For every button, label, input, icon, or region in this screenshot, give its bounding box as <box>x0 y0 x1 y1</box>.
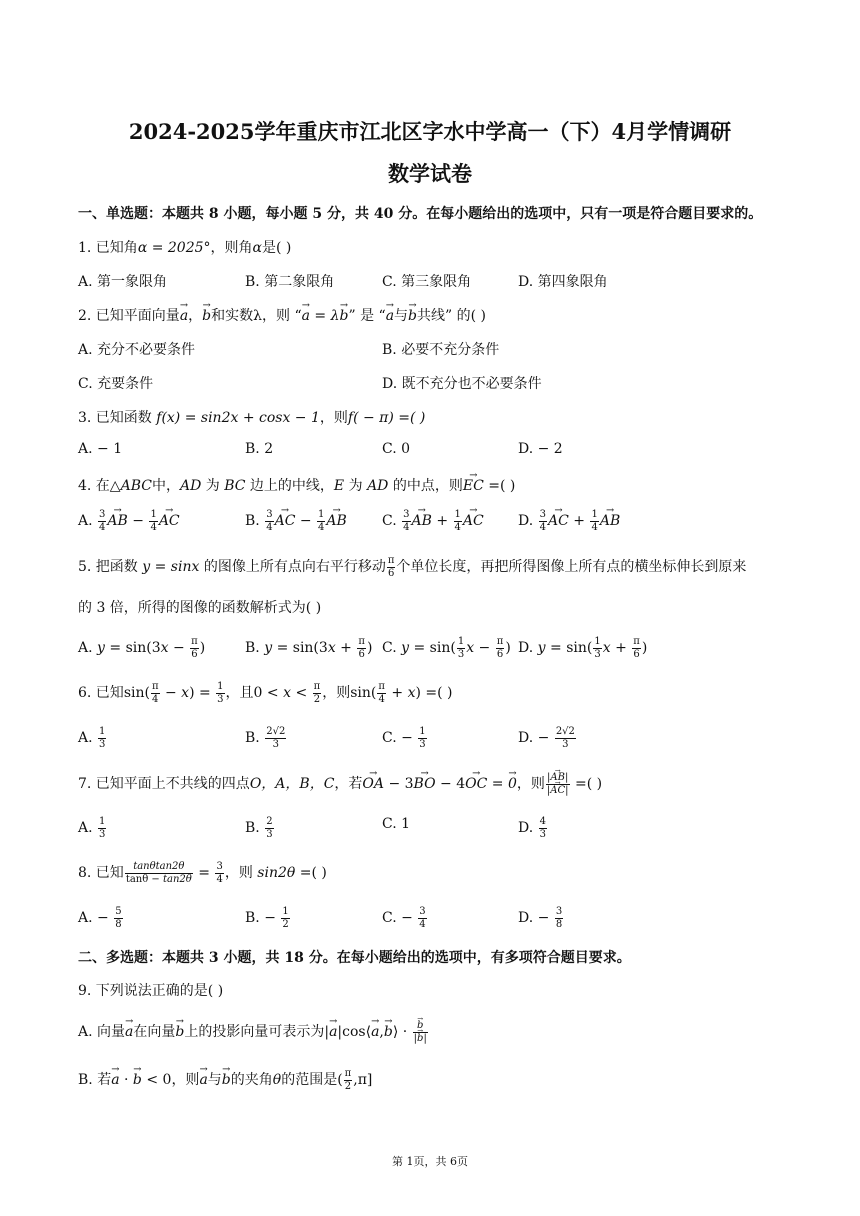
q2-option-c: C. 充要条件 <box>78 376 154 392</box>
q4-option-d: D. $\frac{3}{4}$ AC → + $\frac{1}{4}$ AB → <box>518 509 620 533</box>
q2-option-d: D. 既不充分也不必要条件 <box>382 376 542 392</box>
q7-option-b: B. $\frac{2}{3}$ <box>245 816 273 840</box>
question-7: 7. 已知平面上不共线的四点O，A，B，C，若OA → − 3BO → − 4OC → = 0 →，则 $\frac{|AB \to|}{|AC \to|}$ =( ) <box>78 772 602 796</box>
q3-option-c: C. 0 <box>382 441 411 457</box>
q5-option-a: A. y = sin(3x − $\frac{\pi}{6}$ ) <box>78 636 206 660</box>
q3-option-b: B. 2 <box>245 441 274 457</box>
question-5: 5. 把函数 y = sinx 的图像上所有点向右平行移动 $\frac{\pi}{6}$ 个单位长度，再把所得图像上所有点的横坐标伸长到原来 <box>78 555 747 579</box>
q5-option-c: C. y = sin( $\frac{1}{3}$ x − $\frac{\pi}{6}$ ) <box>382 636 511 660</box>
question-8: 8. 已知 $\frac{\tan\theta\tan 2\theta}{\tan\theta - \tan 2\theta}$ = $\frac{3}{4}$ ，则 sin2θ =( ) <box>78 861 327 885</box>
q4-option-b: B. $\frac{3}{4}$ AC → − $\frac{1}{4}$ AB → <box>245 509 347 533</box>
q9-option-b: B. 若a → · b → < 0，则a →与b →的夹角θ的范围是( $\frac{\pi}{2}$ ,π] <box>78 1068 372 1092</box>
q2-option-a: A. 充分不必要条件 <box>78 342 196 358</box>
question-4: 4. 在△ABC中，AD 为 BC 边上的中线，E 为 AD 的中点，则EC → =( ) <box>78 475 515 495</box>
q5-option-d: D. y = sin( $\frac{1}{3}$ x + $\frac{\pi}{6}$ ) <box>518 636 648 660</box>
q8-option-b: B. − $\frac{1}{2}$ <box>245 906 289 930</box>
q1-option-d: D. 第四象限角 <box>518 274 608 290</box>
q7-option-c: C. 1 <box>382 816 411 832</box>
q1-option-c: C. 第三象限角 <box>382 274 472 290</box>
q8-option-c: C. − $\frac{3}{4}$ <box>382 906 426 930</box>
question-2: 2. 已知平面向量a →，b →和实数λ，则 “a → = λb →” 是 “a →与b →共线” 的( ) <box>78 305 486 325</box>
q9-option-a: A. 向量a →在向量b →上的投影向量可表示为|a →|cos⟨a →,b →⟩ · $\frac{b \to}{|b \to|}$ <box>78 1020 429 1044</box>
question-5-line2: 的 3 倍，所得的图像的函数解析式为( ) <box>78 600 322 616</box>
exam-title-line2: 数学试卷 <box>388 161 472 186</box>
q1-option-a: A. 第一象限角 <box>78 274 168 290</box>
q6-option-a: A. $\frac{1}{3}$ <box>78 726 106 750</box>
page-footer: 第 1页，共 6页 <box>392 1155 468 1168</box>
section-single-choice: 一、单选题：本题共 8 小题，每小题 5 分，共 40 分。在每小题给出的选项中，只有一项是符合题目要求的。 <box>78 206 763 222</box>
q7-option-a: A. $\frac{1}{3}$ <box>78 816 106 840</box>
exam-title-line1: 2024-2025学年重庆市江北区字水中学高一（下）4月学情调研 <box>128 119 732 144</box>
q4-option-c: C. $\frac{3}{4}$ AB → + $\frac{1}{4}$ AC → <box>382 509 484 533</box>
question-1: 1. 已知角α = 2025°，则角α是( ) <box>78 240 292 256</box>
q3-option-d: D. − 2 <box>518 441 563 457</box>
q7-option-d: D. $\frac{4}{3}$ <box>518 816 547 840</box>
q3-option-a: A. − 1 <box>78 441 123 457</box>
q6-option-d: D. − $\frac{2√2}{3}$ <box>518 726 575 750</box>
q2-option-b: B. 必要不充分条件 <box>382 342 500 358</box>
q8-option-d: D. − $\frac{3}{8}$ <box>518 906 563 930</box>
q4-option-a: A. $\frac{3}{4}$ AB → − $\frac{1}{4}$ AC → <box>78 509 180 533</box>
q8-option-a: A. − $\frac{5}{8}$ <box>78 906 122 930</box>
q5-option-b: B. y = sin(3x + $\frac{\pi}{6}$ ) <box>245 636 373 660</box>
q1-option-b: B. 第二象限角 <box>245 274 335 290</box>
question-9: 9. 下列说法正确的是( ) <box>78 983 224 999</box>
question-6: 6. 已知sin( $\frac{\pi}{4}$ − x) = $\frac{1}{3}$ ，且0 < x < $\frac{\pi}{2}$ ，则sin( $\frac{\pi}{4}$ + x) =( ) <box>78 681 453 705</box>
section-multiple-choice: 二、多选题：本题共 3 小题，共 18 分。在每小题给出的选项中，有多项符合题目要求。 <box>78 950 631 966</box>
q6-option-b: B. $\frac{2√2}{3}$ <box>245 726 286 750</box>
question-3: 3. 已知函数 f(x) = sin2x + cosx − 1，则f( − π) =( ) <box>78 410 426 426</box>
q6-option-c: C. − $\frac{1}{3}$ <box>382 726 426 750</box>
